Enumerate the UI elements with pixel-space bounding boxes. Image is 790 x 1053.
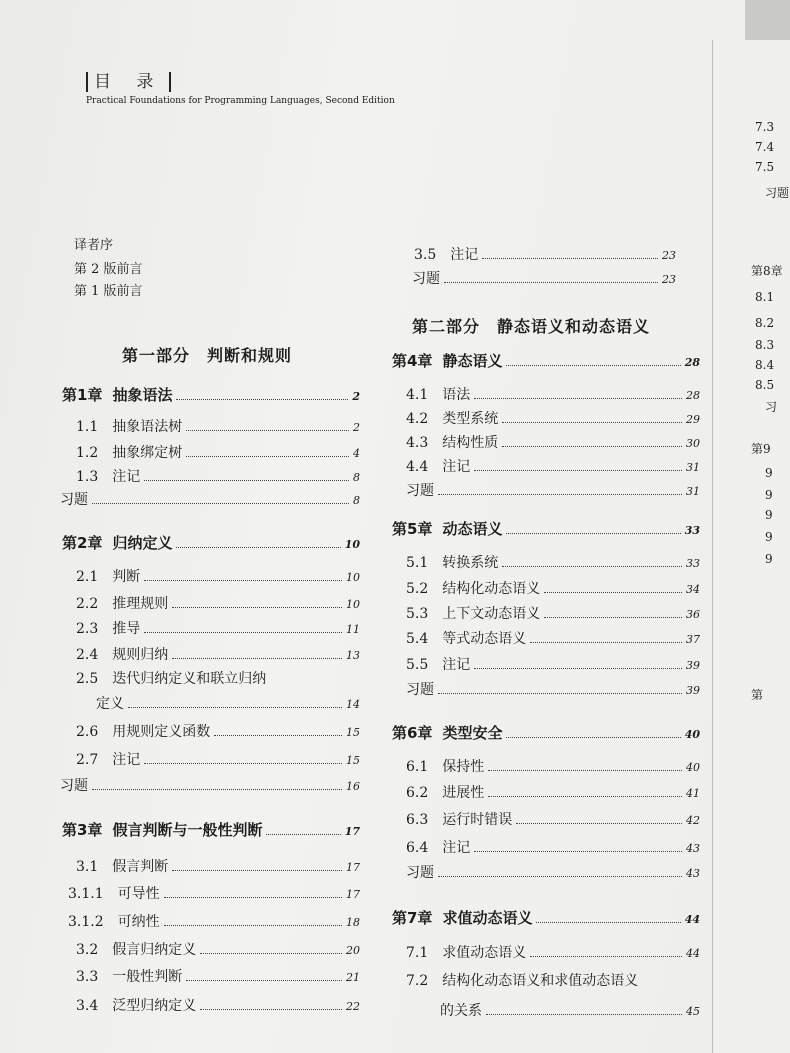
entry-title: 抽象绑定树 (112, 445, 183, 461)
next-page-fragment: 9 (765, 530, 773, 544)
entry-title: 结构性质 (442, 435, 499, 451)
exercises-entry (406, 480, 700, 500)
page-number: 39 (686, 659, 700, 672)
next-page-fragment: 7.5 (755, 160, 775, 174)
entry-number: 7.2 (406, 973, 429, 989)
entry-number: 3.1.1 (68, 886, 104, 902)
entry-number: 1.1 (76, 419, 99, 435)
section-entry (406, 628, 700, 648)
section-entry (76, 593, 360, 613)
next-page-fragment: 习 (765, 400, 778, 414)
section-entry (96, 693, 360, 713)
page-number: 33 (686, 557, 700, 570)
exercises-entry (406, 862, 700, 882)
entry-number: 2.5 (76, 671, 99, 687)
dot-leader (506, 365, 680, 366)
dot-leader (488, 796, 682, 797)
page-number: 40 (686, 761, 700, 774)
toc-title: 目 录 (86, 72, 171, 92)
exercises-entry (60, 489, 360, 509)
chapter-entry (62, 819, 360, 840)
page-number: 40 (684, 728, 700, 741)
entry-number: 第3章 (62, 821, 103, 839)
section-entry (406, 552, 700, 572)
entry-title: 可纳性 (117, 914, 160, 930)
front-matter-item: 第 1 版前言 (74, 284, 143, 299)
dot-leader (176, 399, 348, 400)
page-number: 13 (346, 649, 360, 662)
dot-leader (474, 470, 682, 471)
page-number: 16 (346, 780, 360, 793)
chapter-entry (62, 384, 360, 405)
entry-title: 抽象语法 (112, 386, 173, 404)
section-entry (406, 809, 700, 829)
part-title: 第一部分 判断和规则 (122, 346, 293, 365)
next-page-fragment: 7.3 (755, 120, 775, 134)
entry-title: 注记 (442, 459, 471, 475)
entry-number: 2.7 (76, 752, 99, 768)
dot-leader (172, 870, 342, 871)
page-number: 2 (352, 390, 360, 403)
section-entry (406, 942, 700, 962)
entry-title: 定义 (96, 696, 124, 712)
page-number: 29 (686, 413, 700, 426)
page-number: 17 (346, 861, 360, 874)
next-page-fragment: 8.5 (755, 378, 775, 392)
page-number: 36 (686, 608, 700, 621)
section-entry (76, 618, 360, 638)
page-number: 34 (686, 583, 700, 596)
dot-leader (544, 592, 682, 593)
page-number: 43 (686, 842, 700, 855)
section-entry (68, 883, 360, 903)
page-number: 33 (684, 524, 700, 537)
section-entry (414, 244, 676, 264)
entry-title: 习题 (60, 492, 88, 508)
page-number: 44 (684, 913, 700, 926)
entry-number: 3.1.2 (68, 914, 104, 930)
section-entry (76, 442, 360, 462)
entry-title: 运行时错误 (442, 812, 513, 828)
chapter-entry (392, 722, 700, 743)
exercises-entry (412, 268, 676, 288)
entry-title: 动态语义 (442, 520, 503, 538)
entry-number: 2.4 (76, 647, 99, 663)
part-title: 第二部分 静态语义和动态语义 (412, 317, 651, 336)
page-number: 11 (346, 623, 360, 636)
page-number: 28 (686, 389, 700, 402)
page-number: 22 (346, 1000, 360, 1013)
entry-number: 3.4 (76, 998, 99, 1014)
page-number: 28 (684, 356, 700, 369)
page-number: 15 (346, 726, 360, 739)
entry-number: 5.4 (406, 631, 429, 647)
dot-leader (438, 876, 682, 877)
entry-title: 一般性判断 (112, 969, 183, 985)
next-page-fragment: 8.4 (755, 358, 775, 372)
page-number: 20 (346, 944, 360, 957)
next-page-fragment: 第9 (751, 442, 771, 456)
entry-title: 习题 (406, 483, 434, 499)
page-number: 15 (346, 754, 360, 767)
section-entry (406, 970, 700, 990)
dot-leader (176, 547, 340, 548)
entry-title: 的关系 (440, 1003, 482, 1019)
dot-leader (186, 980, 342, 981)
page-number: 10 (346, 571, 360, 584)
dot-leader (164, 925, 342, 926)
section-entry (76, 566, 360, 586)
dot-leader (530, 956, 682, 957)
entry-title: 假言判断 (112, 859, 169, 875)
entry-title: 静态语义 (442, 352, 503, 370)
entry-number: 4.4 (406, 459, 429, 475)
entry-title: 注记 (112, 469, 141, 485)
entry-number: 4.1 (406, 387, 429, 403)
next-page-fragment: 8.2 (755, 316, 775, 330)
section-entry (76, 721, 360, 741)
entry-title: 转换系统 (442, 555, 499, 571)
dot-leader (502, 422, 682, 423)
page-number: 43 (686, 867, 700, 880)
entry-title: 迭代归纳定义和联立归纳 (112, 671, 267, 687)
chapter-entry (392, 907, 700, 928)
entry-title: 注记 (112, 752, 141, 768)
entry-title: 习题 (406, 682, 434, 698)
next-page-fragment: 8.3 (755, 338, 775, 352)
entry-title: 进展性 (442, 785, 485, 801)
section-entry (406, 756, 700, 776)
dot-leader (144, 480, 349, 481)
next-page-edge (712, 40, 790, 1053)
page-number: 23 (662, 273, 676, 286)
section-entry (406, 578, 700, 598)
next-page-fragment: 习题 (765, 186, 790, 200)
dot-leader (200, 953, 342, 954)
page-number: 31 (686, 485, 700, 498)
dot-leader (536, 922, 680, 923)
dot-leader (506, 533, 680, 534)
section-entry (76, 668, 360, 688)
dot-leader (92, 789, 342, 790)
entry-number: 4.3 (406, 435, 429, 451)
dot-leader (488, 770, 682, 771)
dot-leader (164, 897, 342, 898)
section-entry (68, 911, 360, 931)
page-number: 18 (346, 916, 360, 929)
entry-number: 第5章 (392, 520, 433, 538)
page-number: 30 (686, 437, 700, 450)
entry-number: 1.3 (76, 469, 99, 485)
dot-leader (172, 607, 342, 608)
dot-leader (502, 446, 682, 447)
dot-leader (144, 580, 342, 581)
dot-leader (266, 834, 340, 835)
dot-leader (516, 823, 682, 824)
entry-number: 3.2 (76, 942, 99, 958)
section-entry (406, 837, 700, 857)
dot-leader (438, 693, 682, 694)
dot-leader (186, 456, 349, 457)
dot-leader (544, 617, 682, 618)
page-number: 10 (346, 598, 360, 611)
dot-leader (474, 398, 682, 399)
page-number: 41 (686, 787, 700, 800)
front-matter-item: 第 2 版前言 (74, 262, 143, 277)
book-subtitle: Practical Foundations for Programming Languages, Second Edition (86, 96, 395, 106)
next-page-fragment: 7.4 (755, 140, 775, 154)
dot-leader (530, 642, 682, 643)
entry-number: 6.4 (406, 840, 429, 856)
page-number: 8 (353, 494, 360, 507)
section-entry (406, 384, 700, 404)
entry-title: 结构化动态语义 (442, 581, 541, 597)
dot-leader (186, 430, 349, 431)
next-page-fragment: 9 (765, 466, 773, 480)
entry-number: 5.1 (406, 555, 429, 571)
next-page-fragment: 第8章 (751, 264, 783, 278)
entry-title: 上下文动态语义 (442, 606, 541, 622)
page-number: 31 (686, 461, 700, 474)
dot-leader (214, 735, 342, 736)
entry-number: 3.5 (414, 247, 437, 263)
exercises-entry (60, 775, 360, 795)
dot-leader (92, 503, 349, 504)
entry-title: 泛型归纳定义 (112, 998, 197, 1014)
entry-number: 5.2 (406, 581, 429, 597)
section-entry (76, 466, 360, 486)
entry-number: 第4章 (392, 352, 433, 370)
entry-title: 类型系统 (442, 411, 499, 427)
dot-leader (144, 763, 342, 764)
section-entry (406, 432, 700, 452)
section-entry (406, 603, 700, 623)
front-matter-item: 译者序 (74, 238, 114, 253)
entry-number: 6.3 (406, 812, 429, 828)
entry-number: 5.5 (406, 657, 429, 673)
page-number: 37 (686, 633, 700, 646)
entry-number: 6.1 (406, 759, 429, 775)
dot-leader (200, 1009, 342, 1010)
section-entry (76, 749, 360, 769)
entry-number: 6.2 (406, 785, 429, 801)
entry-title: 假言归纳定义 (112, 942, 197, 958)
entry-title: 推理规则 (112, 596, 169, 612)
next-page-fragment: 第 (751, 688, 764, 702)
entry-title: 推导 (112, 621, 141, 637)
dot-leader (474, 851, 682, 852)
next-page-fragment: 9 (765, 552, 773, 566)
page-number: 39 (686, 684, 700, 697)
page-number: 14 (346, 698, 360, 711)
section-entry (76, 995, 360, 1015)
page-number: 21 (346, 971, 360, 984)
page-number: 45 (686, 1005, 700, 1018)
section-entry (76, 416, 360, 436)
page-number: 44 (686, 947, 700, 960)
next-page-fragment: 9 (765, 508, 773, 522)
page-number: 8 (353, 471, 360, 484)
entry-title: 习题 (412, 271, 440, 287)
exercises-entry (406, 679, 700, 699)
dot-leader (128, 707, 342, 708)
page-number: 17 (344, 825, 360, 838)
entry-title: 规则归纳 (112, 647, 169, 663)
page-number: 23 (662, 249, 676, 262)
chapter-entry (392, 350, 700, 371)
page-number: 10 (344, 538, 360, 551)
entry-title: 假言判断与一般性判断 (112, 821, 263, 839)
dot-leader (474, 668, 682, 669)
entry-title: 语法 (442, 387, 471, 403)
section-entry (406, 654, 700, 674)
section-entry (76, 856, 360, 876)
dot-leader (438, 494, 682, 495)
entry-title: 结构化动态语义和求值动态语义 (442, 973, 639, 989)
section-entry (406, 456, 700, 476)
entry-title: 习题 (406, 865, 434, 881)
entry-number: 4.2 (406, 411, 429, 427)
entry-title: 注记 (442, 840, 471, 856)
entry-number: 2.1 (76, 569, 99, 585)
entry-number: 7.1 (406, 945, 429, 961)
next-page-fragment: 9 (765, 488, 773, 502)
entry-title: 求值动态语义 (442, 909, 533, 927)
page-number: 17 (346, 888, 360, 901)
entry-title: 保持性 (442, 759, 485, 775)
dot-leader (486, 1014, 682, 1015)
entry-number: 第7章 (392, 909, 433, 927)
entry-number: 3.1 (76, 859, 99, 875)
entry-title: 习题 (60, 778, 88, 794)
dot-leader (482, 258, 658, 259)
entry-number: 2.6 (76, 724, 99, 740)
dot-leader (506, 737, 680, 738)
section-entry (440, 1000, 700, 1020)
section-entry (76, 644, 360, 664)
chapter-entry (392, 518, 700, 539)
entry-number: 第1章 (62, 386, 103, 404)
dot-leader (502, 566, 682, 567)
chapter-entry (62, 532, 360, 553)
entry-number: 第6章 (392, 724, 433, 742)
entry-title: 抽象语法树 (112, 419, 183, 435)
entry-title: 归纳定义 (112, 534, 173, 552)
entry-number: 3.3 (76, 969, 99, 985)
entry-title: 注记 (442, 657, 471, 673)
entry-number: 第2章 (62, 534, 103, 552)
page-number: 4 (353, 447, 360, 460)
dot-leader (144, 632, 342, 633)
page-number: 2 (353, 421, 360, 434)
entry-title: 求值动态语义 (442, 945, 527, 961)
entry-number: 5.3 (406, 606, 429, 622)
entry-title: 类型安全 (442, 724, 503, 742)
dot-leader (172, 658, 342, 659)
next-page-fragment: 8.1 (755, 290, 775, 304)
entry-title: 可导性 (117, 886, 160, 902)
entry-number: 2.2 (76, 596, 99, 612)
entry-title: 等式动态语义 (442, 631, 527, 647)
entry-title: 注记 (450, 247, 479, 263)
entry-number: 2.3 (76, 621, 99, 637)
section-entry (406, 408, 700, 428)
page-header (86, 72, 395, 106)
page-number: 42 (686, 814, 700, 827)
section-entry (76, 939, 360, 959)
section-entry (406, 782, 700, 802)
entry-number: 1.2 (76, 445, 99, 461)
dot-leader (444, 282, 658, 283)
entry-title: 判断 (112, 569, 141, 585)
entry-title: 用规则定义函数 (112, 724, 211, 740)
section-entry (76, 966, 360, 986)
